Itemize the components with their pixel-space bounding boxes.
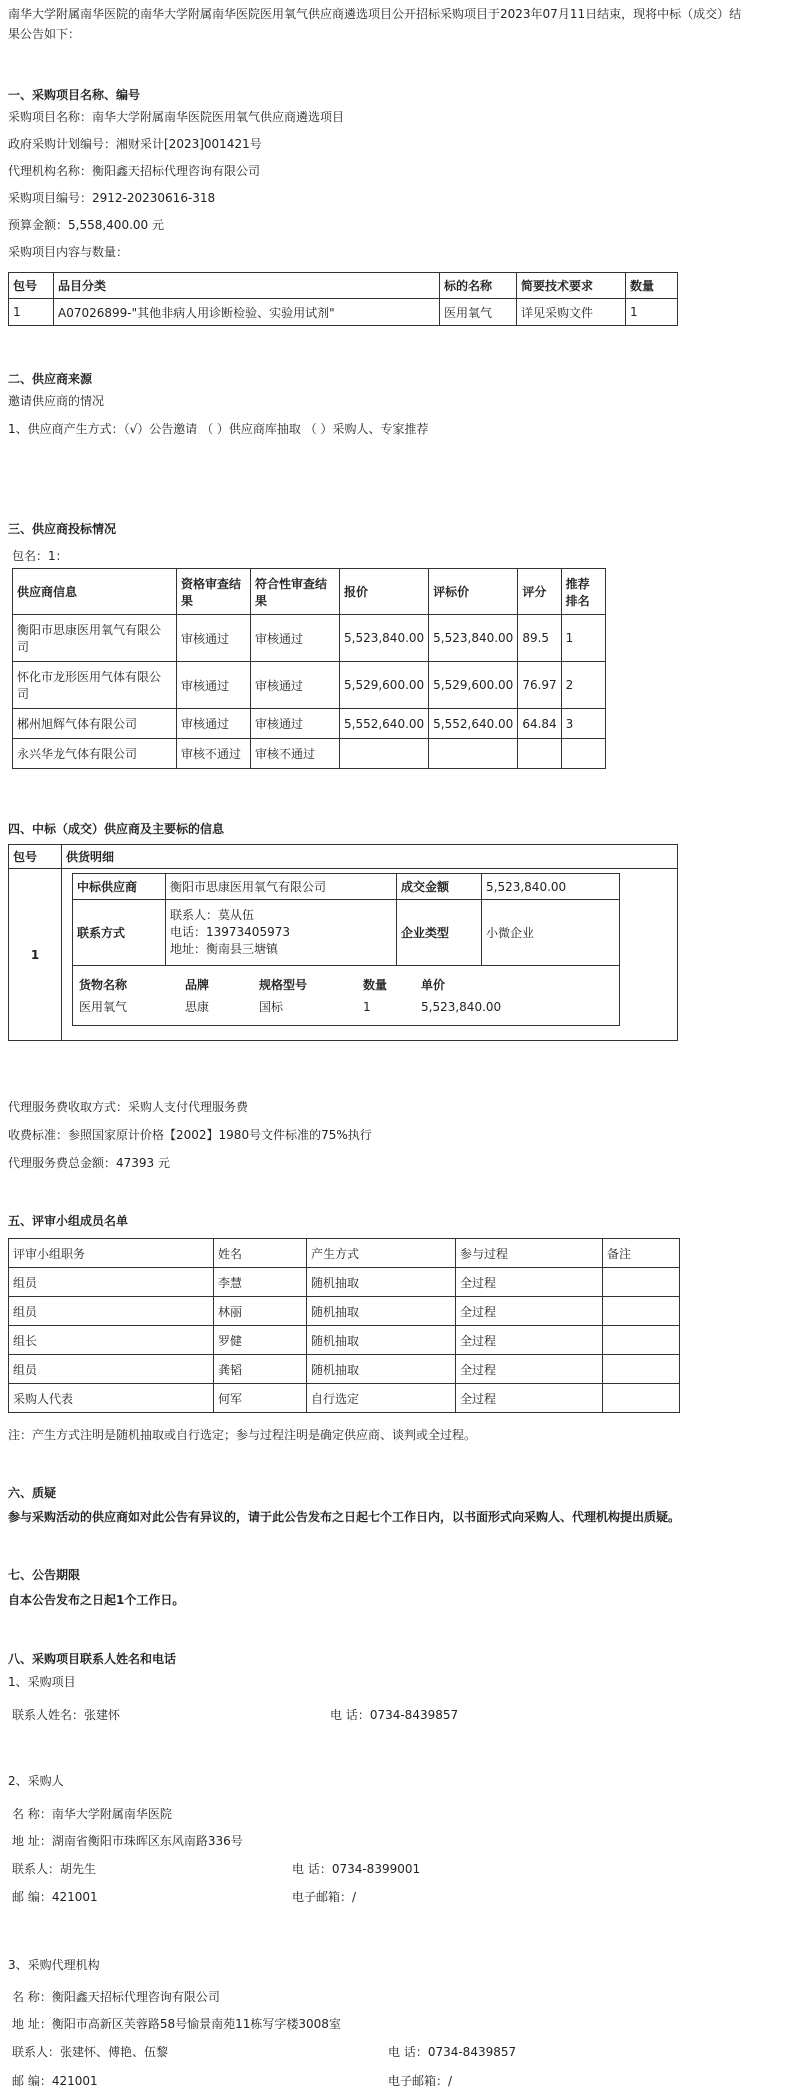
table-cell: 组员 [9,1297,214,1326]
table-header: 供应商信息 [13,569,177,615]
table-cell: 64.84 [518,709,561,739]
package-number: 1 [9,869,62,1041]
table-cell: 1 [561,615,605,662]
goods-header-name: 货物名称 [79,978,128,992]
table-header: 数量 [626,273,678,299]
table-cell: 随机抽取 [307,1268,456,1297]
section-5-title: 五、评审小组成员名单 [8,1214,129,1228]
review-note: 注：产生方式注明是随机抽取或自行选定；参与过程注明是确定供应商、谈判或全过程。 [8,1428,477,1442]
table-row [9,1326,680,1355]
sub-heading-purchaser: 2、采购人 [8,1774,64,1788]
table-header: 姓名 [214,1239,307,1268]
goods-price: 5,523,840.00 [421,999,502,1014]
section-6-title: 六、质疑 [8,1486,57,1500]
goods-header [79,974,613,996]
supplier-source-line: 邀请供应商的情况 [8,394,105,408]
table-row [9,1355,680,1384]
detail-cell [62,869,678,1041]
table-cell: 全过程 [456,1326,603,1355]
table-cell: 龚韬 [214,1355,307,1384]
table-cell: 永兴华龙气体有限公司 [13,739,177,769]
content-label: 采购项目内容与数量： [8,245,129,259]
table-cell: 审核通过 [251,662,340,709]
project-name: 采购项目名称：南华大学附属南华医院医用氧气供应商遴选项目 [8,110,345,124]
sub-heading-agency: 3、采购代理机构 [8,1958,100,1972]
table-cell: 衡阳市思康医用氧气有限公司 [13,615,177,662]
section-4-title: 四、中标（成交）供应商及主要标的信息 [8,822,225,836]
item-table [8,272,678,326]
section-2-title: 二、供应商来源 [8,372,93,386]
table-cell [603,1384,680,1413]
table-row [9,1268,680,1297]
project-contact: 联系人姓名：张建怀 [12,1708,121,1722]
project-phone: 电 话：0734-8439857 [330,1708,459,1722]
table-header: 评审小组职务 [9,1239,214,1268]
table-cell: 组员 [9,1355,214,1384]
table-header: 评分 [518,569,561,615]
table-cell [603,1326,680,1355]
goods-spec: 国标 [259,1000,284,1014]
purchaser-zip: 邮 编：421001 [12,1890,98,1904]
section-1-title: 一、采购项目名称、编号 [8,88,141,102]
table-header: 备注 [603,1239,680,1268]
table-cell: 全过程 [456,1384,603,1413]
goods-header-price: 单价 [421,978,446,992]
table-row [13,615,606,662]
table-cell: 审核通过 [177,662,251,709]
project-number: 采购项目编号：2912-20230616-318 [8,191,216,205]
table-cell: 何军 [214,1384,307,1413]
table-row [9,1384,680,1413]
goods-row [79,996,613,1018]
table-header-row [9,845,678,869]
table-cell: 李慧 [214,1268,307,1297]
table-cell: 5,523,840.00 [429,615,518,662]
table-cell: 审核不通过 [177,739,251,769]
agency-name-line: 名 称：衡阳鑫天招标代理咨询有限公司 [12,1990,220,2004]
agency-zip: 邮 编：421001 [12,2074,98,2088]
agency-email: 电子邮箱：/ [388,2074,453,2088]
table-header: 产生方式 [307,1239,456,1268]
table-cell: 5,552,640.00 [429,709,518,739]
table-row [9,869,678,1041]
table-cell: 5,529,600.00 [340,662,429,709]
contact-info [166,900,397,966]
amount-label: 成交金额 [397,874,482,900]
winner-table [8,844,678,1041]
agency-contact: 联系人：张建怀、傅艳、伍黎 [12,2045,169,2059]
table-cell: 自行选定 [307,1384,456,1413]
table-cell [561,739,605,769]
table-header-row [9,273,678,299]
table-header: 标的名称 [440,273,517,299]
contact-address: 地址：衡南县三塘镇 [170,942,279,956]
table-cell: 林丽 [214,1297,307,1326]
table-cell: 审核不通过 [251,739,340,769]
budget-amount: 预算金额：5,558,400.00 元 [8,218,164,232]
table-row [73,874,620,900]
table-cell: 89.5 [518,615,561,662]
table-header: 报价 [340,569,429,615]
table-row [13,739,606,769]
table-row [9,299,678,326]
table-cell: 随机抽取 [307,1355,456,1384]
company-type: 小微企业 [482,900,620,966]
purchaser-name: 名 称：南华大学附属南华医院 [12,1807,172,1821]
company-type-label: 企业类型 [397,900,482,966]
supplier-method-line: 1、供应商产生方式：（√）公告邀请 （ ）供应商库抽取 （ ）采购人、专家推荐 [8,422,429,436]
deal-amount: 5,523,840.00 [482,874,620,900]
table-cell: 全过程 [456,1268,603,1297]
table-cell: 采购人代表 [9,1384,214,1413]
agency-phone: 电 话：0734-8439857 [388,2045,517,2059]
table-cell: 组长 [9,1326,214,1355]
table-header: 简要技术要求 [517,273,626,299]
goods-header-spec: 规格型号 [259,978,308,992]
table-cell: 随机抽取 [307,1297,456,1326]
goods-brand: 思康 [185,1000,210,1014]
bid-table [12,568,606,769]
table-header: 供货明细 [62,845,678,869]
contact-person: 联系人：莫从伍 [170,908,255,922]
purchaser-email: 电子邮箱：/ [292,1890,357,1904]
section-8-title: 八、采购项目联系人姓名和电话 [8,1652,177,1666]
fee-standard: 收费标准：参照国家原计价格【2002】1980号文件标准的75%执行 [8,1128,372,1142]
winner-name: 衡阳市思康医用氧气有限公司 [166,874,397,900]
table-cell: 1 [9,299,54,326]
review-panel-table [8,1238,680,1413]
table-cell: 5,552,640.00 [340,709,429,739]
table-cell: 审核通过 [177,709,251,739]
table-row [13,662,606,709]
table-row [73,900,620,966]
goods-cell [73,966,620,1026]
table-cell [429,739,518,769]
table-cell: 详见采购文件 [517,299,626,326]
table-cell: 3 [561,709,605,739]
table-cell: 郴州旭辉气体有限公司 [13,709,177,739]
purchaser-phone: 电 话：0734-8399001 [292,1862,421,1876]
plan-number: 政府采购计划编号：湘财采计[2023]001421号 [8,137,262,151]
table-cell [518,739,561,769]
table-header: 评标价 [429,569,518,615]
table-cell: 审核通过 [251,615,340,662]
table-header: 符合性审查结果 [251,569,340,615]
table-cell: 1 [626,299,678,326]
intro-text: 南华大学附属南华医院的南华大学附属南华医院医用氧气供应商遴选项目公开招标采购项目于2023年07月11日结束，现将中标（成交）结果公告如下： [8,7,742,41]
table-header-row [9,1239,680,1268]
table-header: 参与过程 [456,1239,603,1268]
query-text: 参与采购活动的供应商如对此公告有异议的，请于此公告发布之日起七个工作日内，以书面形式向采购人、代理机构提出质疑。 [8,1510,681,1524]
section-3-title: 三、供应商投标情况 [8,522,117,536]
goods-qty: 1 [363,999,371,1014]
sub-heading-project: 1、采购项目 [8,1675,76,1689]
table-cell [340,739,429,769]
fee-method: 代理服务费收取方式：采购人支付代理服务费 [8,1100,249,1114]
table-cell: 5,523,840.00 [340,615,429,662]
table-cell: 2 [561,662,605,709]
agency-name: 代理机构名称：衡阳鑫天招标代理咨询有限公司 [8,164,261,178]
fee-total: 代理服务费总金额：47393 元 [8,1156,170,1170]
contact-phone: 电话：13973405973 [170,925,290,939]
table-cell [603,1268,680,1297]
table-header: 包号 [9,845,62,869]
table-cell: 全过程 [456,1297,603,1326]
notice-period-text: 自本公告发布之日起1个工作日。 [8,1593,185,1607]
table-header: 推荐排名 [561,569,605,615]
purchaser-address: 地 址：湖南省衡阳市珠晖区东风南路336号 [12,1834,243,1848]
table-cell: 5,529,600.00 [429,662,518,709]
section-7-title: 七、公告期限 [8,1568,81,1582]
agency-address: 地 址：衡阳市高新区芙蓉路58号愉景南苑11栋写字楼3008室 [12,2017,341,2031]
table-header: 品目分类 [54,273,440,299]
table-cell [603,1355,680,1384]
table-cell: 全过程 [456,1355,603,1384]
winner-detail-table [72,873,620,1026]
table-header: 包号 [9,273,54,299]
goods-name: 医用氧气 [79,1000,128,1014]
table-row [9,1297,680,1326]
goods-header-brand: 品牌 [185,978,210,992]
table-cell: 审核通过 [177,615,251,662]
table-cell: 审核通过 [251,709,340,739]
table-cell: 76.97 [518,662,561,709]
table-cell: 医用氧气 [440,299,517,326]
table-cell: 罗健 [214,1326,307,1355]
package-name: 包名：1： [12,549,68,563]
winner-label: 中标供应商 [73,874,166,900]
table-header-row [13,569,606,615]
table-cell [603,1297,680,1326]
table-row [13,709,606,739]
table-cell: 随机抽取 [307,1326,456,1355]
table-cell: 组员 [9,1268,214,1297]
goods-header-qty: 数量 [363,978,388,992]
contact-label: 联系方式 [73,900,166,966]
table-cell: 怀化市龙形医用气体有限公司 [13,662,177,709]
table-header: 资格审查结果 [177,569,251,615]
table-cell: A07026899-"其他非病人用诊断检验、实验用试剂" [54,299,440,326]
purchaser-contact: 联系人：胡先生 [12,1862,97,1876]
table-row [73,966,620,1026]
